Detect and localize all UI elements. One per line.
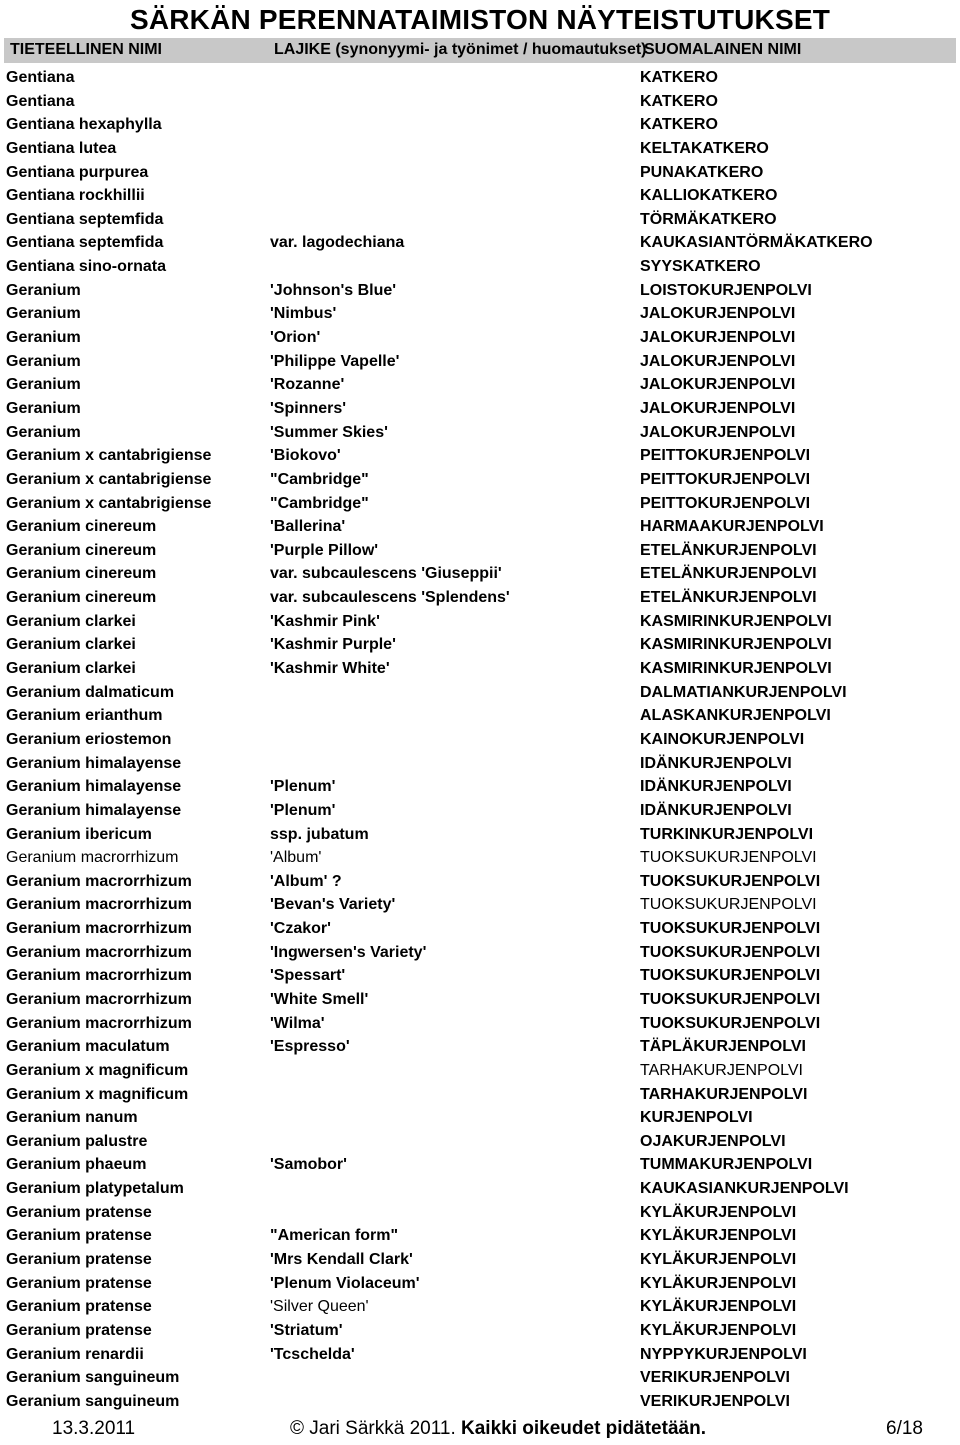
finnish-name-cell: KALLIOKATKERO (640, 187, 778, 205)
table-row (0, 1249, 960, 1273)
finnish-name-cell: JALOKURJENPOLVI (640, 399, 796, 417)
table-row (0, 989, 960, 1013)
table-row (0, 1060, 960, 1084)
scientific-name-cell: Geranium cinereum (6, 541, 157, 559)
cultivar-cell: 'Philippe Vapelle' (270, 352, 400, 370)
cultivar-cell: 'Plenum' (270, 801, 336, 819)
cultivar-cell: 'Bevan's Variety' (270, 896, 396, 914)
finnish-name-cell: TUOKSUKURJENPOLVI (640, 943, 821, 961)
scientific-name-cell: Geranium macrorrhizum (6, 1014, 192, 1032)
finnish-name-cell: JALOKURJENPOLVI (640, 329, 796, 347)
footer-rights: Kaikki oikeudet pidätetään. (461, 1418, 706, 1439)
table-row (0, 280, 960, 304)
scientific-name-cell: Geranium phaeum (6, 1156, 147, 1174)
table-row (0, 729, 960, 753)
footer-copyright (290, 1418, 706, 1440)
table-row (0, 1367, 960, 1391)
table-row (0, 1107, 960, 1131)
scientific-name-cell: Geranium clarkei (6, 612, 136, 630)
plant-table (0, 67, 960, 1415)
cultivar-cell: 'Samobor' (270, 1156, 347, 1174)
scientific-name-cell: Gentiana hexaphylla (6, 116, 162, 134)
table-row (0, 1391, 960, 1415)
footer-page-number: 6/18 (886, 1418, 923, 1439)
cultivar-cell: 'Rozanne' (270, 376, 345, 394)
scientific-name-cell: Geranium macrorrhizum (6, 849, 179, 867)
header-cultivar: LAJIKE (synonyymi- ja työnimet / huomautukset) (274, 41, 647, 58)
finnish-name-cell: TUOKSUKURJENPOLVI (640, 1014, 821, 1032)
cultivar-cell: 'White Smell' (270, 990, 369, 1008)
scientific-name-cell: Geranium x cantabrigiense (6, 447, 212, 465)
table-row (0, 918, 960, 942)
table-row (0, 658, 960, 682)
scientific-name-cell: Geranium himalayense (6, 801, 182, 819)
page-footer (0, 1418, 960, 1442)
cultivar-cell: 'Kashmir White' (270, 660, 390, 678)
table-row (0, 327, 960, 351)
finnish-name-cell: TÄPLÄKURJENPOLVI (640, 1038, 806, 1056)
cultivar-cell: 'Espresso' (270, 1038, 350, 1056)
scientific-name-cell: Geranium (6, 305, 81, 323)
cultivar-cell: 'Nimbus' (270, 305, 337, 323)
scientific-name-cell: Gentiana septemfida (6, 210, 164, 228)
table-row (0, 965, 960, 989)
table-row (0, 1154, 960, 1178)
scientific-name-cell: Gentiana lutea (6, 139, 117, 157)
table-row (0, 563, 960, 587)
table-row (0, 824, 960, 848)
finnish-name-cell: KAINOKURJENPOLVI (640, 730, 805, 748)
scientific-name-cell: Geranium pratense (6, 1227, 152, 1245)
scientific-name-cell: Geranium (6, 329, 81, 347)
scientific-name-cell: Geranium x magnificum (6, 1085, 189, 1103)
table-row (0, 540, 960, 564)
finnish-name-cell: IDÄNKURJENPOLVI (640, 778, 792, 796)
table-row (0, 91, 960, 115)
table-row (0, 445, 960, 469)
cultivar-cell: var. lagodechiana (270, 234, 405, 252)
finnish-name-cell: PEITTOKURJENPOLVI (640, 447, 811, 465)
table-row (0, 1084, 960, 1108)
table-row (0, 209, 960, 233)
cultivar-cell: 'Ingwersen's Variety' (270, 943, 427, 961)
finnish-name-cell: TUOKSUKURJENPOLVI (640, 990, 821, 1008)
cultivar-cell: "Cambridge" (270, 470, 369, 488)
finnish-name-cell: KASMIRINKURJENPOLVI (640, 636, 832, 654)
finnish-name-cell: ALASKANKURJENPOLVI (640, 707, 831, 725)
cultivar-cell: 'Spessart' (270, 967, 346, 985)
finnish-name-cell: KURJENPOLVI (640, 1109, 753, 1127)
finnish-name-cell: PUNAKATKERO (640, 163, 764, 181)
table-row (0, 469, 960, 493)
table-row (0, 1202, 960, 1226)
scientific-name-cell: Geranium sanguineum (6, 1392, 180, 1410)
table-row (0, 1013, 960, 1037)
finnish-name-cell: KATKERO (640, 92, 718, 110)
scientific-name-cell: Gentiana sino-ornata (6, 258, 167, 276)
copyright-icon: © (290, 1418, 304, 1439)
scientific-name-cell: Gentiana septemfida (6, 234, 164, 252)
table-row (0, 1320, 960, 1344)
cultivar-cell: 'Biokovo' (270, 447, 341, 465)
finnish-name-cell: JALOKURJENPOLVI (640, 423, 796, 441)
table-row (0, 871, 960, 895)
scientific-name-cell: Geranium pratense (6, 1298, 152, 1316)
table-row (0, 516, 960, 540)
table-row (0, 138, 960, 162)
finnish-name-cell: NYPPYKURJENPOLVI (640, 1345, 807, 1363)
table-row (0, 634, 960, 658)
finnish-name-cell: LOISTOKURJENPOLVI (640, 281, 812, 299)
table-row (0, 114, 960, 138)
cultivar-cell: 'Purple Pillow' (270, 541, 379, 559)
scientific-name-cell: Geranium (6, 399, 81, 417)
scientific-name-cell: Geranium cinereum (6, 518, 157, 536)
cultivar-cell: 'Striatum' (270, 1321, 343, 1339)
scientific-name-cell: Geranium macrorrhizum (6, 872, 192, 890)
scientific-name-cell: Geranium maculatum (6, 1038, 170, 1056)
finnish-name-cell: OJAKURJENPOLVI (640, 1132, 786, 1150)
finnish-name-cell: KELTAKATKERO (640, 139, 769, 157)
cultivar-cell: "American form" (270, 1227, 399, 1245)
scientific-name-cell: Geranium macrorrhizum (6, 943, 192, 961)
finnish-name-cell: PEITTOKURJENPOLVI (640, 494, 811, 512)
finnish-name-cell: DALMATIANKURJENPOLVI (640, 683, 847, 701)
finnish-name-cell: ETELÄNKURJENPOLVI (640, 565, 817, 583)
scientific-name-cell: Geranium (6, 376, 81, 394)
table-row (0, 256, 960, 280)
cultivar-cell: 'Plenum' (270, 778, 336, 796)
table-row (0, 1131, 960, 1155)
cultivar-cell: ssp. jubatum (270, 825, 369, 843)
finnish-name-cell: KATKERO (640, 69, 718, 86)
header-finnish-name: SUOMALAINEN NIMI (644, 41, 802, 58)
table-row (0, 398, 960, 422)
cultivar-cell: 'Orion' (270, 329, 321, 347)
scientific-name-cell: Geranium nanum (6, 1109, 138, 1127)
finnish-name-cell: VERIKURJENPOLVI (640, 1369, 790, 1387)
page-title: SÄRKÄN PERENNATAIMISTON NÄYTEISTUTUKSET (129, 4, 831, 35)
scientific-name-cell: Geranium macrorrhizum (6, 990, 192, 1008)
cultivar-cell: 'Johnson's Blue' (270, 281, 397, 299)
finnish-name-cell: KATKERO (640, 116, 718, 134)
table-row (0, 351, 960, 375)
scientific-name-cell: Gentiana purpurea (6, 163, 149, 181)
scientific-name-cell: Geranium eriostemon (6, 730, 172, 748)
finnish-name-cell: JALOKURJENPOLVI (640, 376, 796, 394)
finnish-name-cell: KYLÄKURJENPOLVI (640, 1321, 797, 1339)
cultivar-cell: 'Mrs Kendall Clark' (270, 1251, 413, 1269)
scientific-name-cell: Geranium x magnificum (6, 1061, 189, 1079)
scientific-name-cell: Geranium cinereum (6, 565, 157, 583)
table-row (0, 303, 960, 327)
table-row (0, 493, 960, 517)
cultivar-cell: 'Kashmir Purple' (270, 636, 396, 654)
finnish-name-cell: ETELÄNKURJENPOLVI (640, 541, 817, 559)
finnish-name-cell: PEITTOKURJENPOLVI (640, 470, 811, 488)
cultivar-cell: var. subcaulescens 'Splendens' (270, 589, 510, 607)
table-row (0, 800, 960, 824)
cultivar-cell: 'Album' (270, 849, 322, 867)
table-row (0, 705, 960, 729)
finnish-name-cell: TUOKSUKURJENPOLVI (640, 896, 817, 914)
cultivar-cell: 'Wilma' (270, 1014, 325, 1032)
finnish-name-cell: KAUKASIANTÖRMÄKATKERO (640, 234, 873, 252)
finnish-name-cell: JALOKURJENPOLVI (640, 305, 796, 323)
finnish-name-cell: KYLÄKURJENPOLVI (640, 1227, 797, 1245)
header-scientific-name: TIETEELLINEN NIMI (10, 41, 162, 58)
finnish-name-cell: IDÄNKURJENPOLVI (640, 801, 792, 819)
cultivar-cell: 'Tcschelda' (270, 1345, 355, 1363)
table-row (0, 847, 960, 871)
finnish-name-cell: IDÄNKURJENPOLVI (640, 754, 792, 772)
scientific-name-cell: Geranium macrorrhizum (6, 896, 192, 914)
scientific-name-cell: Geranium renardii (6, 1345, 144, 1363)
scientific-name-cell: Geranium dalmaticum (6, 683, 175, 701)
table-row (0, 374, 960, 398)
table-row (0, 942, 960, 966)
finnish-name-cell: KYLÄKURJENPOLVI (640, 1203, 797, 1221)
table-row (0, 1178, 960, 1202)
scientific-name-cell: Geranium (6, 423, 81, 441)
footer-copyright-name: Jari Särkkä 2011. (309, 1418, 456, 1439)
cultivar-cell: 'Ballerina' (270, 518, 346, 536)
table-row (0, 611, 960, 635)
scientific-name-cell: Geranium pratense (6, 1274, 152, 1292)
scientific-name-cell: Geranium (6, 352, 81, 370)
scientific-name-cell: Geranium clarkei (6, 660, 136, 678)
table-row (0, 1344, 960, 1368)
cultivar-cell: 'Czakor' (270, 920, 331, 938)
scientific-name-cell: Gentiana rockhillii (6, 187, 145, 205)
footer-date: 13.3.2011 (52, 1418, 136, 1439)
scientific-name-cell: Geranium macrorrhizum (6, 967, 192, 985)
scientific-name-cell: Geranium x cantabrigiense (6, 494, 212, 512)
cultivar-cell: 'Plenum Violaceum' (270, 1274, 420, 1292)
scientific-name-cell: Geranium himalayense (6, 754, 182, 772)
cultivar-cell: var. subcaulescens 'Giuseppii' (270, 565, 502, 583)
finnish-name-cell: TUOKSUKURJENPOLVI (640, 872, 821, 890)
cultivar-cell: 'Kashmir Pink' (270, 612, 380, 630)
scientific-name-cell: Geranium palustre (6, 1132, 148, 1150)
finnish-name-cell: KYLÄKURJENPOLVI (640, 1274, 797, 1292)
finnish-name-cell: KASMIRINKURJENPOLVI (640, 612, 832, 630)
finnish-name-cell: ETELÄNKURJENPOLVI (640, 589, 817, 607)
finnish-name-cell: TARHAKURJENPOLVI (640, 1085, 808, 1103)
finnish-name-cell: KYLÄKURJENPOLVI (640, 1298, 797, 1316)
scientific-name-cell: Geranium cinereum (6, 589, 157, 607)
table-row (0, 162, 960, 186)
scientific-name-cell: Geranium pratense (6, 1321, 152, 1339)
table-row (0, 587, 960, 611)
table-row (0, 776, 960, 800)
scientific-name-cell: Geranium (6, 281, 81, 299)
cultivar-cell: "Cambridge" (270, 494, 369, 512)
finnish-name-cell: TUOKSUKURJENPOLVI (640, 849, 817, 867)
finnish-name-cell: VERIKURJENPOLVI (640, 1392, 790, 1410)
scientific-name-cell: Gentiana (6, 69, 75, 86)
finnish-name-cell: TÖRMÄKATKERO (640, 210, 777, 228)
finnish-name-cell: TUMMAKURJENPOLVI (640, 1156, 813, 1174)
scientific-name-cell: Geranium clarkei (6, 636, 136, 654)
table-header (4, 38, 956, 63)
finnish-name-cell: HARMAAKURJENPOLVI (640, 518, 824, 536)
table-row (0, 1036, 960, 1060)
scientific-name-cell: Geranium pratense (6, 1203, 152, 1221)
finnish-name-cell: KASMIRINKURJENPOLVI (640, 660, 832, 678)
table-row (0, 1273, 960, 1297)
finnish-name-cell: TUOKSUKURJENPOLVI (640, 967, 821, 985)
table-row (0, 753, 960, 777)
scientific-name-cell: Gentiana (6, 92, 75, 110)
scientific-name-cell: Geranium pratense (6, 1251, 152, 1269)
scientific-name-cell: Geranium platypetalum (6, 1180, 184, 1198)
table-row (0, 1225, 960, 1249)
table-row (0, 232, 960, 256)
table-row (0, 894, 960, 918)
cultivar-cell: 'Album' ? (270, 872, 342, 890)
scientific-name-cell: Geranium ibericum (6, 825, 152, 843)
table-row (0, 67, 960, 91)
finnish-name-cell: TURKINKURJENPOLVI (640, 825, 814, 843)
finnish-name-cell: TARHAKURJENPOLVI (640, 1061, 803, 1079)
cultivar-cell: 'Spinners' (270, 399, 347, 417)
table-row (0, 682, 960, 706)
scientific-name-cell: Geranium sanguineum (6, 1369, 180, 1387)
finnish-name-cell: SYYSKATKERO (640, 258, 761, 276)
finnish-name-cell: KYLÄKURJENPOLVI (640, 1251, 797, 1269)
finnish-name-cell: JALOKURJENPOLVI (640, 352, 796, 370)
table-row (0, 1296, 960, 1320)
scientific-name-cell: Geranium x cantabrigiense (6, 470, 212, 488)
table-row (0, 422, 960, 446)
cultivar-cell: 'Summer Skies' (270, 423, 388, 441)
finnish-name-cell: TUOKSUKURJENPOLVI (640, 920, 821, 938)
scientific-name-cell: Geranium erianthum (6, 707, 163, 725)
cultivar-cell: 'Silver Queen' (270, 1298, 369, 1316)
finnish-name-cell: KAUKASIANKURJENPOLVI (640, 1180, 849, 1198)
scientific-name-cell: Geranium himalayense (6, 778, 182, 796)
scientific-name-cell: Geranium macrorrhizum (6, 920, 192, 938)
table-row (0, 185, 960, 209)
